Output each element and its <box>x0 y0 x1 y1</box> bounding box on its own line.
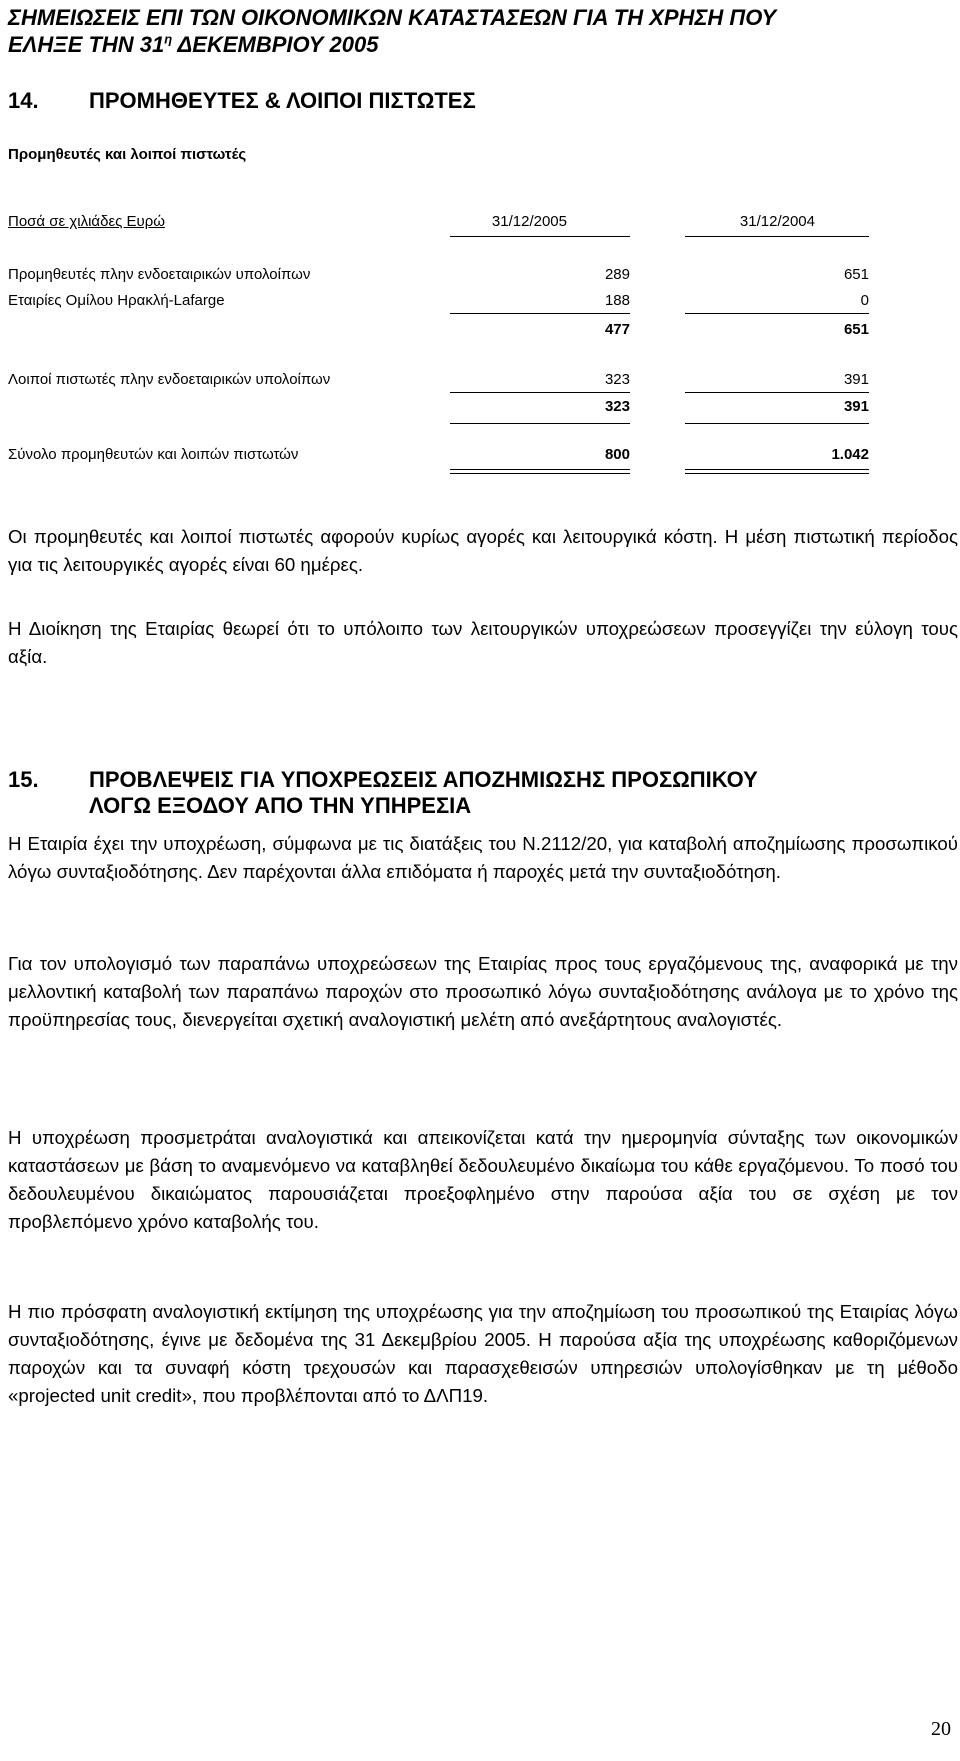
table-row-label: Λοιποί πιστωτές πλην ενδοεταιρικών υπολοίπων <box>8 371 331 388</box>
table-cell-2005: 323 <box>604 398 630 415</box>
section-14-title: ΠΡΟΜΗΘΕΥΤΕΣ & ΛΟΙΠΟΙ ΠΙΣΤΩΤΕΣ <box>89 88 476 113</box>
header-line-2 <box>8 31 948 58</box>
section-14-paragraph-1: Οι προμηθευτές και λοιποί πιστωτές αφορούν κυρίως αγορές και λειτουργικά κόστη. Η μέση πιστωτική περίοδος για τις λειτουργικές αγορές είναι 60 ημέρες. <box>8 526 958 575</box>
section-15-title-line-2: ΛΟΓΩ ΕΞΟΔΟΥ ΑΠΟ ΤΗΝ ΥΠΗΡΕΣΙΑ <box>89 793 472 818</box>
section-15-paragraph-3: Η υποχρέωση προσμετράται αναλογιστικά και απεικονίζεται κατά την ημερομηνία σύνταξης των οικονομικών καταστάσεων με βάση το αναμενόμενο να καταβληθεί δεδουλευμένο δικαίωμα του κάθε εργαζόμενου. Το ποσό του δεδουλευμένου δικαιώματος παρουσιάζεται προεξοφλημένο στην παρούσα αξία του σε σχέση με τον προβλεπόμενο χρόνο καταβολής του. <box>8 1127 958 1232</box>
table-subheading: Προμηθευτές και λοιποί πιστωτές <box>8 146 247 163</box>
total-top-rule-2004 <box>685 423 869 424</box>
table-row-label: Προμηθευτές πλην ενδοεταιρικών υπολοίπων <box>8 266 311 283</box>
header-line-2-post: ΔΕΚΕΜΒΡΙΟΥ 2005 <box>172 32 379 57</box>
column-header-2005: 31/12/2005 <box>491 213 567 230</box>
header-line-1: ΣΗΜΕΙΩΣΕΙΣ ΕΠΙ ΤΩΝ ΟΙΚΟΝΟΜΙΚΩΝ ΚΑΤΑΣΤΑΣΕΩΝ ΓΙΑ ΤΗ ΧΡΗΣΗ ΠΟΥ <box>8 5 777 30</box>
table-cell-2005: 323 <box>604 371 630 388</box>
column-header-2004: 31/12/2004 <box>739 213 815 230</box>
page-number: 20 <box>931 1718 951 1740</box>
table-cell-2005: 289 <box>604 266 630 283</box>
header-rule-2005 <box>450 236 630 237</box>
table-cell-2004: 0 <box>860 292 869 309</box>
section-14-paragraph-2: Η Διοίκηση της Εταιρίας θεωρεί ότι το υπόλοιπο των λειτουργικών υποχρεώσεων προσεγγίζει την εύλογη τους αξία. <box>8 618 958 667</box>
page-header <box>8 4 948 58</box>
subtotal-rule-2004 <box>685 313 869 314</box>
section-15-paragraph-2: Για τον υπολογισμό των παραπάνω υποχρεώσεων της Εταιρίας προς τους εργαζόμενους της, αναφορικά με την μελλοντική καταβολή των παραπάνω παροχών στο προσωπικό λόγω συνταξιοδότησης ανάλογα με το χρόνο της προϋπηρεσίας τους, διενεργείται σχετική αναλογιστική μελέτη από ανεξάρτητους αναλογιστές. <box>8 953 958 1030</box>
table-cell-2005: 800 <box>604 446 630 463</box>
subtotal-rule-2004 <box>685 392 869 393</box>
table-cell-2004: 391 <box>843 371 869 388</box>
section-15-paragraph-1: Η Εταιρία έχει την υποχρέωση, σύμφωνα με τις διατάξεις του Ν.2112/20, για καταβολή αποζημίωσης προσωπικού λόγω συνταξιοδότησης. Δεν παρέχονται άλλα επιδόματα ή παροχές μετά την συνταξιοδότηση. <box>8 833 958 882</box>
table-cell-2005: 477 <box>604 321 630 338</box>
table-cell-2004: 391 <box>843 398 869 415</box>
unit-label: Ποσά σε χιλιάδες Ευρώ <box>8 213 165 230</box>
header-superscript: η <box>164 31 173 47</box>
table-cell-2004: 1.042 <box>831 446 869 463</box>
section-14-number: 14. <box>8 88 39 113</box>
table-cell-2004: 651 <box>843 321 869 338</box>
section-15-heading <box>8 767 758 819</box>
total-double-rule-2004 <box>685 469 869 474</box>
total-top-rule-2005 <box>450 423 630 424</box>
section-15-number: 15. <box>8 767 39 792</box>
table-row-label: Εταιρίες Ομίλου Ηρακλή-Lafarge <box>8 292 225 309</box>
table-cell-2004: 651 <box>843 266 869 283</box>
header-rule-2004 <box>685 236 869 237</box>
header-line-2-pre: ΕΛΗΞΕ ΤΗΝ 31 <box>8 32 165 57</box>
total-double-rule-2005 <box>450 469 630 474</box>
table-row-label: Σύνολο προμηθευτών και λοιπών πιστωτών <box>8 446 299 463</box>
subtotal-rule-2005 <box>450 392 630 393</box>
section-15-title-line-1: ΠΡΟΒΛΕΨΕΙΣ ΓΙΑ ΥΠΟΧΡΕΩΣΕΙΣ ΑΠΟΖΗΜΙΩΣΗΣ ΠΡΟΣΩΠΙΚΟΥ <box>89 767 758 792</box>
subtotal-rule-2005 <box>450 313 630 314</box>
table-cell-2005: 188 <box>604 292 630 309</box>
section-14-heading <box>8 88 476 114</box>
section-15-paragraph-4: Η πιο πρόσφατη αναλογιστική εκτίμηση της υποχρέωσης για την αποζημίωση του προσωπικού της Εταιρίας λόγω συνταξιοδότησης, έγινε με δεδομένα της 31 Δεκεμβρίου 2005. Η παρούσα αξία της υποχρέωσης καθοριζόμενων παροχών και τα συναφή κόστη τρεχουσών και παρασχεθεισών υπηρεσιών υπολογίσθηκαν με τη μέθοδο «projected unit credit», που προβλέπονται από το ΔΛΠ19. <box>8 1301 958 1406</box>
